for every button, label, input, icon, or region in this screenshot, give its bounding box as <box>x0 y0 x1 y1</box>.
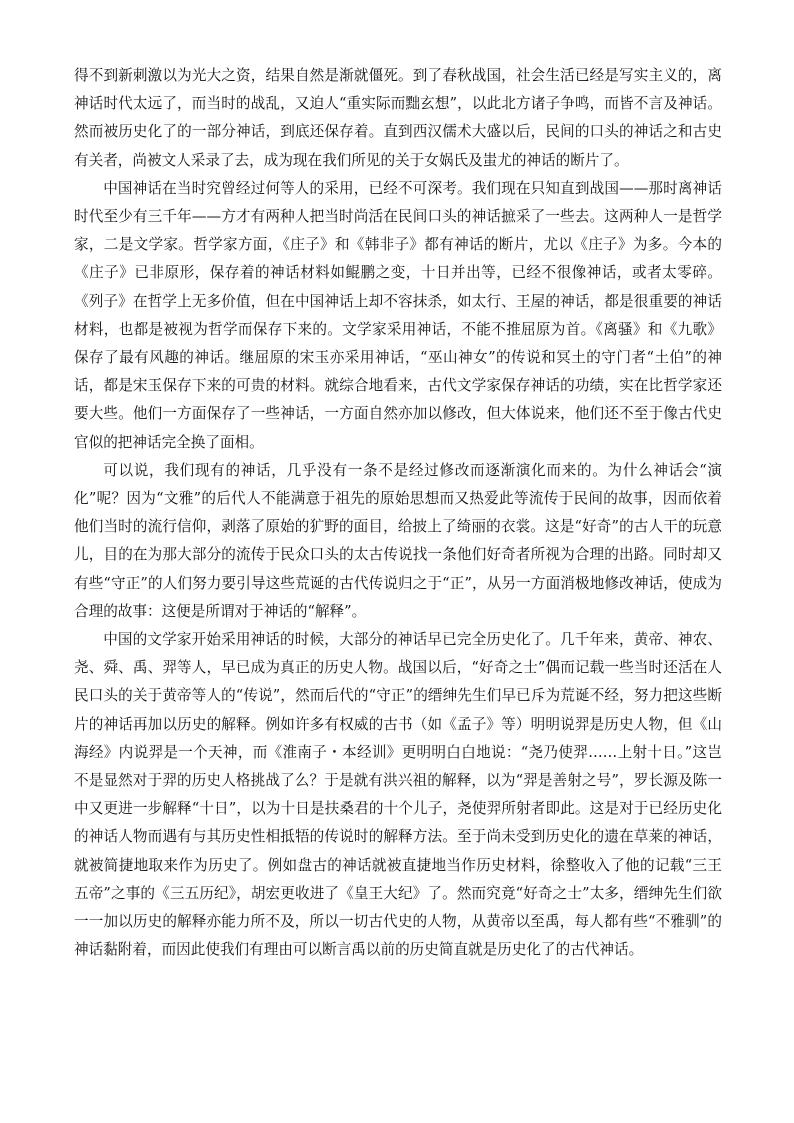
paragraph-continued: 得不到新刺激以为光大之资，结果自然是渐就僵死。到了春秋战国，社会生活已经是写实主义的，离神话时代太远了，而当时的战乱，又迫人“重实际而黜玄想”，以此北方诸子争鸣，而皆不言及神话。然而被历史化了的一部分神话，到底还保存着。直到西汉儒术大盛以后，民间的口头的神话之和古史有关者，尚被文人采录了去，成为现在我们所见的关于女娲氏及蚩尤的神话的断片了。 <box>74 67 722 169</box>
paragraph: 中国的文学家开始采用神话的时候，大部分的神话早已完全历史化了。几千年来，黄帝、神农、尧、舜、禹、羿等人，早已成为真正的历史人物。战国以后，“好奇之士”偶而记载一些当时还活在人民口头的关于黄帝等人的“传说”，然而后代的“守正”的缙绅先生们早已斥为荒诞不经，努力把这些断片的神话再加以历史的解释。例如许多有权威的古书（如《孟子》等）明明说羿是历史人物，但《山海经》内说羿是一个天神，而《淮南子・本经训》更明明白白地说：“尧乃使羿……上射十日。”这岂不是显然对于羿的历史人格挑战了么？于是就有洪兴祖的解释，以为“羿是善射之号”，罗长源及陈一中又更进一步解释“十日”，以为十日是扶桑君的十个儿子，尧使羿所射者即此。这是对于已经历史化的神话人物而遇有与其历史性相抵牾的传说时的解释方法。至于尚未受到历史化的遗在草莱的神话，就被简捷地取来作为历史了。例如盘古的神话就被直捷地当作历史材料，徐整收入了他的记载“三王五帝”之事的《三五历纪》，胡宏更收进了《皇王大纪》了。然而究竟“好奇之士”太多，缙绅先生们欲一一加以历史的解释亦能力所不及，所以一切古代史的人物，从黄帝以至禹，每人都有些“不雅驯”的神话黏附着，而因此使我们有理由可以断言禹以前的历史简直就是历史化了的古代神话。 <box>74 631 722 959</box>
paragraph: 中国神话在当时究曾经过何等人的采用，已经不可深考。我们现在只知直到战国——那时离神话时代至少有三千年——方才有两种人把当时尚活在民间口头的神话摭采了一些去。这两种人一是哲学家，二是文学家。哲学家方面，《庄子》和《韩非子》都有神话的断片，尤以《庄子》为多。今本的《庄子》已非原形，保存着的神话材料如鲲鹏之变，十日并出等，已经不很像神话，或者太零碎。《列子》在哲学上无多价值，但在中国神话上却不容抹杀，如太行、王屋的神话，都是很重要的神话材料，也都是被视为哲学而保存下来的。文学家采用神话，不能不推屈原为首。《离骚》和《九歌》保存了最有风趣的神话。继屈原的宋玉亦采用神话，“巫山神女”的传说和冥土的守门者“土伯”的神话，都是宋玉保存下来的可贵的材料。就综合地看来，古代文学家保存神话的功绩，实在比哲学家还要大些。他们一方面保存了一些神话，一方面自然亦加以修改，但大体说来，他们还不至于像古代史官似的把神话完全换了面相。 <box>74 179 722 451</box>
document-body <box>74 62 722 965</box>
paragraph: 可以说，我们现有的神话，几乎没有一条不是经过修改而逐渐演化而来的。为什么神话会“演化”呢？因为“文雅”的后代人不能满意于祖先的原始思想而又热爱此等流传于民间的故事，因而依着他们当时的流行信仰，剥落了原始的犷野的面目，给披上了绮丽的衣裳。这是“好奇”的古人干的玩意儿，目的在为那大部分的流传于民众口头的太古传说找一条他们好奇者所视为合理的出路。同时却又有些“守正”的人们努力要引导这些荒诞的古代传说归之于“正”，从另一方面消极地修改神话，使成为合理的故事：这便是所谓对于神话的“解释”。 <box>74 461 722 620</box>
